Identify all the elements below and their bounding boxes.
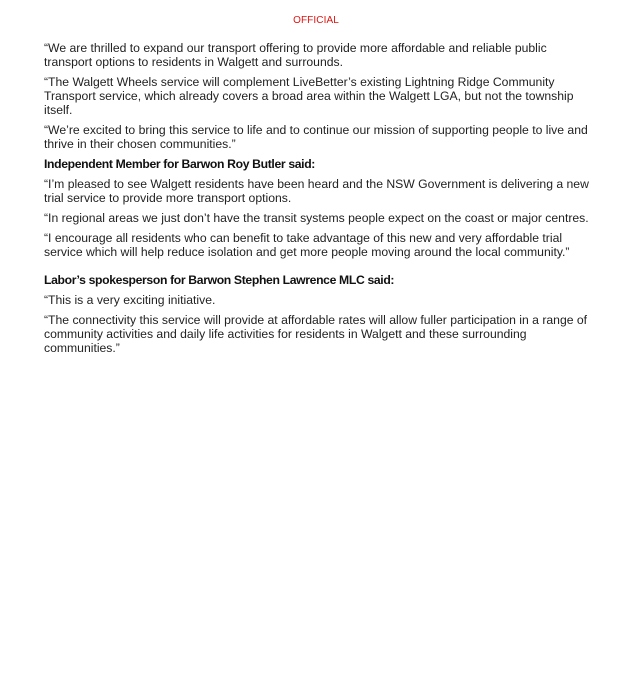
- quote-paragraph-8: “The connectivity this service will provide at affordable rates will allow fuller participation in a range of community activities and daily life activities for residents in Walgett and these surrounding communities.”: [44, 313, 588, 355]
- quote-paragraph-5: “In regional areas we just don’t have the transit systems people expect on the coast or major centres.: [44, 211, 589, 225]
- document-body: [44, 41, 596, 361]
- quote-paragraph-6: “I encourage all residents who can benefit to take advantage of this new and very affordable trial service which will help reduce isolation and get more people moving around the local community.”: [44, 231, 570, 259]
- quote-paragraph-3: “We’re excited to bring this service to life and to continue our mission of supporting people to live and thrive in their chosen communities.”: [44, 123, 588, 151]
- quote-paragraph-2: “The Walgett Wheels service will complement LiveBetter’s existing Lightning Ridge Community Transport service, which already covers a broad area within the Walgett LGA, but not the township itself.: [44, 75, 574, 117]
- speaker-heading-stephen-lawrence: Labor’s spokesperson for Barwon Stephen Lawrence MLC said:: [44, 273, 395, 287]
- quote-paragraph-1: “We are thrilled to expand our transport offering to provide more affordable and reliable public transport options to residents in Walgett and surrounds.: [44, 41, 547, 69]
- quote-paragraph-7: “This is a very exciting initiative.: [44, 293, 216, 307]
- quote-paragraph-4: “I’m pleased to see Walgett residents have been heard and the NSW Government is delivering a new trial service to provide more transport options.: [44, 177, 589, 205]
- speaker-heading-roy-butler: Independent Member for Barwon Roy Butler said:: [44, 157, 316, 171]
- classification-marking: OFFICIAL: [293, 15, 339, 26]
